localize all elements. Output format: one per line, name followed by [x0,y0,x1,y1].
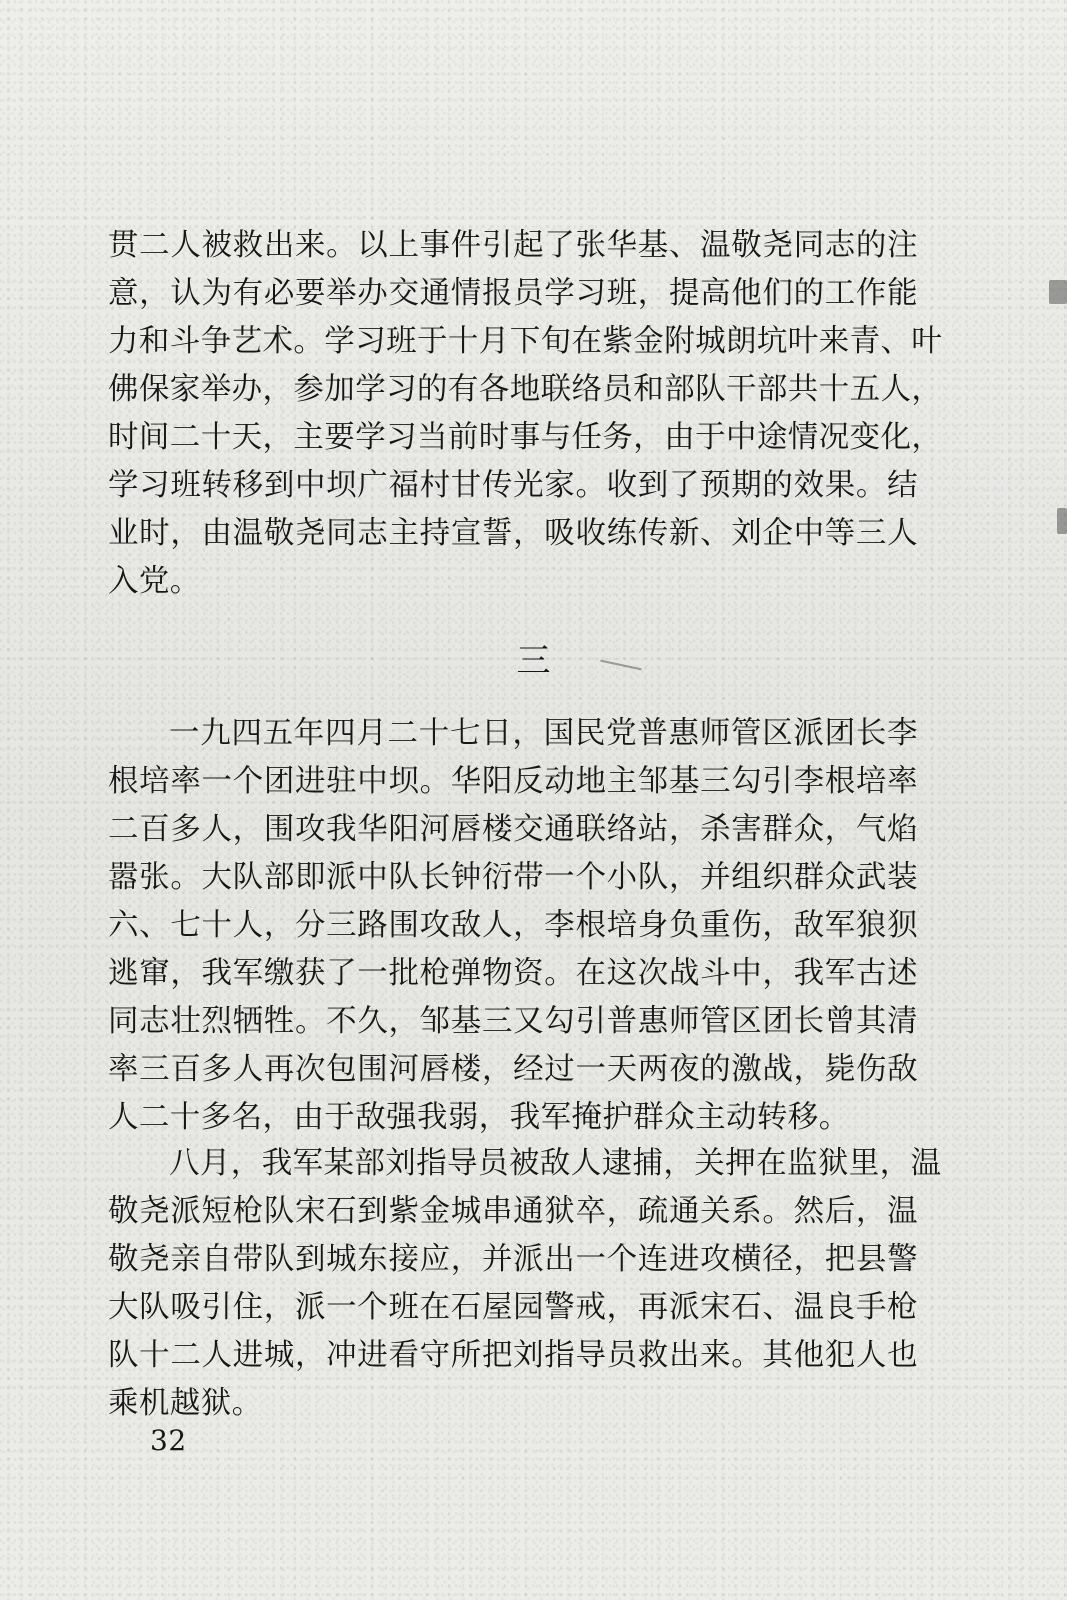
text-line: 业时，由温敬尧同志主持宣誓，吸收练传新、刘企中等三人 [108,516,918,551]
text-line: 二百多人，围攻我华阳河唇楼交通联络站，杀害群众，气焰 [108,812,918,847]
text-line: 意，认为有必要举办交通情报员学习班，提高他们的工作能 [108,276,918,311]
paragraph-3 [108,1140,942,1428]
text-line: 同志壮烈牺牲。不久，邹基三又勾引普惠师管区团长曾其清 [108,1004,918,1039]
scan-edge-mark [1057,508,1067,534]
text-line: 大队吸引住，派一个班在石屋园警戒，再派宋石、温良手枪 [108,1290,918,1325]
text-line: 学习班转移到中坝广福村甘传光家。收到了预期的效果。结 [108,468,918,503]
page-number: 32 [150,1424,187,1457]
text-line: 嚣张。大队部即派中队长钟衍带一个小队，并组织群众武装 [108,860,918,895]
text-line: 六、七十人，分三路围攻敌人，李根培身负重伤，敌军狼狈 [108,908,918,943]
text-line: 入党。 [108,564,201,599]
text-line: 根培率一个团进驻中坝。华阳反动地主邹基三勾引李根培率 [108,764,918,799]
text-line: 敬尧亲自带队到城东接应，并派出一个连进攻横径，把县警 [108,1242,918,1277]
text-line: 时间二十天，主要学习当前时事与任务，由于中途情况变化， [108,420,943,455]
text-line: 力和斗争艺术。学习班于十月下旬在紫金附城朗坑叶来青、叶 [108,324,943,359]
text-line: 率三百多人再次包围河唇楼，经过一天两夜的激战，毙伤敌 [108,1052,918,1087]
text-line: 一九四五年四月二十七日，国民党普惠师管区派团长李 [169,716,918,751]
scan-edge-mark [1049,280,1067,304]
text-line: 佛保家举办，参加学习的有各地联络员和部队干部共十五人， [108,372,943,407]
paragraph-1 [108,222,943,606]
text-line: 八月，我军某部刘指导员被敌人逮捕，关押在监狱里，温 [169,1146,942,1181]
text-line: 敬尧派短枪队宋石到紫金城串通狱卒，疏通关系。然后，温 [108,1194,918,1229]
paragraph-2 [108,710,918,1142]
text-line: 人二十多名，由于敌强我弱，我军掩护群众主动转移。 [108,1100,850,1135]
section-heading: 三 [516,641,551,681]
text-line: 队十二人进城，冲进看守所把刘指导员救出来。其他犯人也 [108,1338,918,1373]
text-line: 乘机越狱。 [108,1386,263,1421]
text-line: 逃窜，我军缴获了一批枪弹物资。在这次战斗中，我军古述 [108,956,918,991]
text-line: 贯二人被救出来。以上事件引起了张华基、温敬尧同志的注 [108,228,918,263]
